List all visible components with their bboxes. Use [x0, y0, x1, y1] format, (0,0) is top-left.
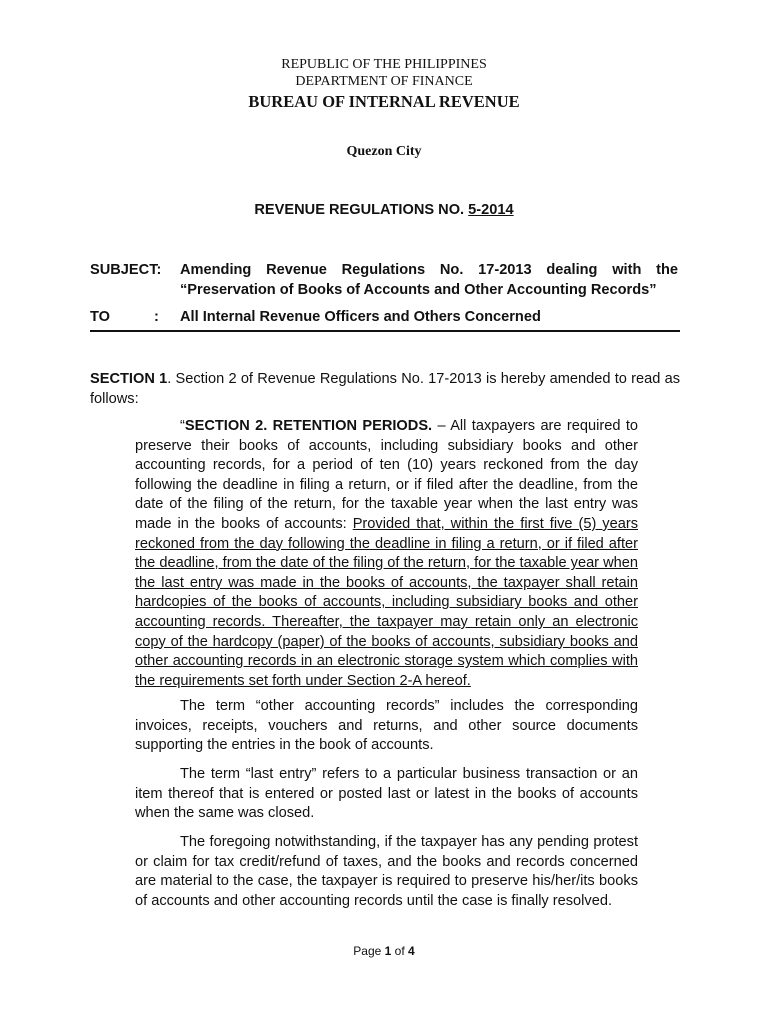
paragraph-notwithstanding: The foregoing notwithstanding, if the taxpayer has any pending protest or claim for tax credit/refund of taxes, and the books and records concerned are material to the case, the taxpayer is required to preserve his/her/its books of accounts and other accounting records until the case is finally resolved.	[135, 834, 638, 909]
divider-rule	[90, 330, 680, 332]
subject-label: SUBJECT:	[90, 262, 162, 278]
subject-block	[90, 260, 678, 300]
to-value: All Internal Revenue Officers and Others Concerned	[180, 309, 541, 325]
to-label: TO	[90, 309, 111, 325]
header-city: Quezon City	[346, 144, 422, 159]
footer-page-total: 4	[408, 944, 415, 958]
page-footer	[0, 944, 768, 958]
to-colon: :	[154, 309, 159, 325]
section-2-open-quote: “	[180, 418, 185, 434]
section-1	[90, 369, 680, 409]
section-1-label: SECTION 1	[90, 371, 168, 387]
regulation-number: 5-2014	[468, 202, 514, 218]
section-1-text: . Section 2 of Revenue Regulations No. 17-2013 is hereby amended to read as follows:	[90, 371, 680, 407]
subject-line-2: “Preservation of Books of Accounts and Other Accounting Records”	[180, 282, 657, 298]
paragraph-other-records: The term “other accounting records” includes the corresponding invoices, receipts, vouchers and returns, and other source documents supporting the entries in the book of accounts.	[135, 698, 638, 754]
section-2-label: SECTION 2. RETENTION PERIODS.	[184, 418, 433, 434]
section-2-paragraph	[135, 417, 638, 691]
section-2-proviso: Provided that, within the first five (5) years reckoned from the day following the deadline in filing a return, or if filed after the deadline, from the date of the filing of the return, for the taxable year when the last entry was made in the books of accounts, the taxpayer shall retain hardcopies of the books of accounts, including subsidiary books and other accounting records. Thereafter, the taxpayer may retain only an electronic copy of the hardcopy (paper) of the books of accounts, subsidiary books and other accounting records in an electronic storage system which complies with the requirements set forth under Section 2-A hereof.	[135, 515, 638, 689]
regulation-title	[0, 202, 768, 218]
paragraph-last-entry: The term “last entry” refers to a particular business transaction or an item thereof that is entered or posted last or latest in the books of accounts when the same was closed.	[135, 766, 638, 822]
to-block	[90, 309, 678, 325]
footer-page-current: 1	[384, 944, 392, 958]
section-2-text: – All taxpayers are required to preserve their books of accounts, including subsidiary books and other accounting records, for a period of ten (10) years reckoned from the day following the deadline in filing a return, or if filed after the deadline, from the date of the filing of the return, for the taxable year when the last entry was made in the books of accounts:	[135, 418, 639, 532]
header-bureau: BUREAU OF INTERNAL REVENUE	[248, 92, 520, 111]
header-republic: REPUBLIC OF THE PHILIPPINES	[281, 57, 487, 72]
subject-line-1: Amending Revenue Regulations No. 17-2013 dealing with the	[180, 262, 678, 278]
header-department: DEPARTMENT OF FINANCE	[295, 74, 473, 89]
footer-page-word: Page	[353, 944, 385, 958]
footer-of-word: of	[391, 944, 409, 958]
regulation-prefix: REVENUE REGULATIONS NO.	[254, 202, 469, 218]
